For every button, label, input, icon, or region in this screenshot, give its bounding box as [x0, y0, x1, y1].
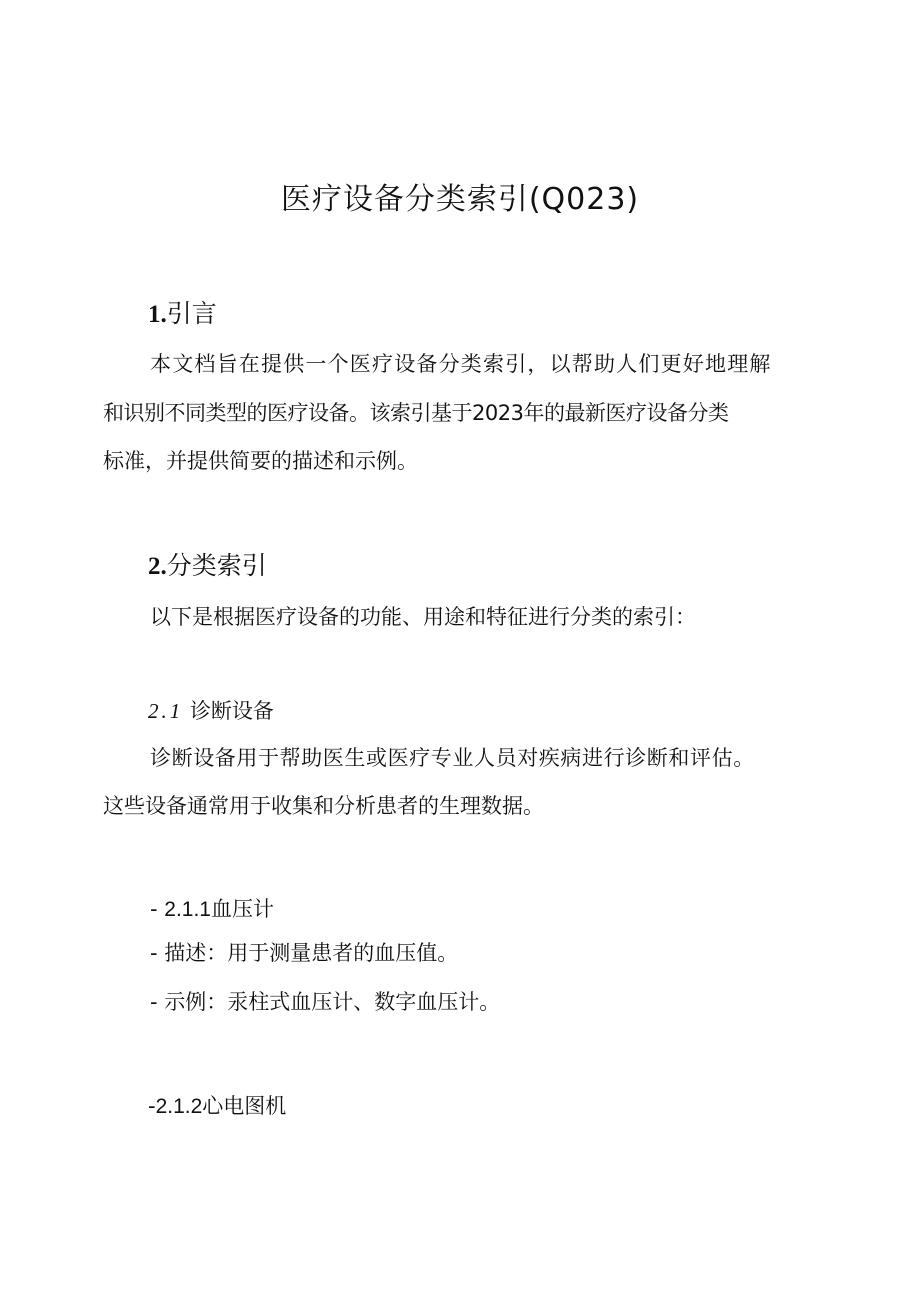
section-2-number: 2. — [148, 553, 167, 580]
list-item-dash: - — [150, 941, 165, 965]
section-2-title: 分类索引 — [166, 551, 267, 580]
list-item — [148, 1093, 286, 1120]
subsection-heading — [148, 698, 274, 724]
list-item — [150, 896, 274, 923]
list-item-dash: - — [150, 897, 165, 921]
list-item-text: 描述：用于测量患者的血压值。 — [164, 941, 459, 965]
section-1-title: 引言 — [166, 299, 217, 328]
list-item — [150, 989, 500, 1015]
section-2-heading — [148, 548, 267, 585]
subsection-paragraph-line-2: 这些设备通常用于收集和分析患者的生理数据。 — [103, 794, 544, 818]
list-item-number: 2.1.2 — [155, 1095, 203, 1118]
list-item — [150, 940, 458, 966]
list-item-dash: - — [150, 990, 165, 1014]
document-title: 医疗设备分类索引(Q023) — [280, 182, 640, 217]
section-1-paragraph-line-1: 本文档旨在提供一个医疗设备分类索引，以帮助人们更好地理解 — [150, 352, 772, 376]
section-1-heading — [148, 296, 217, 333]
section-1-number: 1. — [148, 301, 167, 328]
section-1-paragraph-line-2: 和识别不同类型的医疗设备。该索引基于2023年的最新医疗设备分类 — [103, 401, 729, 425]
subsection-title: 诊断设备 — [189, 699, 274, 723]
section-2-intro: 以下是根据医疗设备的功能、用途和特征进行分类的索引： — [150, 605, 696, 629]
list-item-number: 2.1.1 — [164, 898, 211, 921]
subsection-number: 2.1 — [148, 699, 184, 723]
list-item-text: 示例：汞柱式血压计、数字血压计。 — [164, 990, 501, 1014]
list-item-text: 血压计 — [210, 897, 274, 921]
list-item-text: 心电图机 — [202, 1094, 287, 1118]
list-item-dash: - — [148, 1094, 156, 1118]
section-1-paragraph-line-3: 标准，并提供简要的描述和示例。 — [103, 449, 418, 473]
subsection-paragraph-line-1: 诊断设备用于帮助医生或医疗专业人员对疾病进行诊断和评估。 — [150, 746, 755, 770]
